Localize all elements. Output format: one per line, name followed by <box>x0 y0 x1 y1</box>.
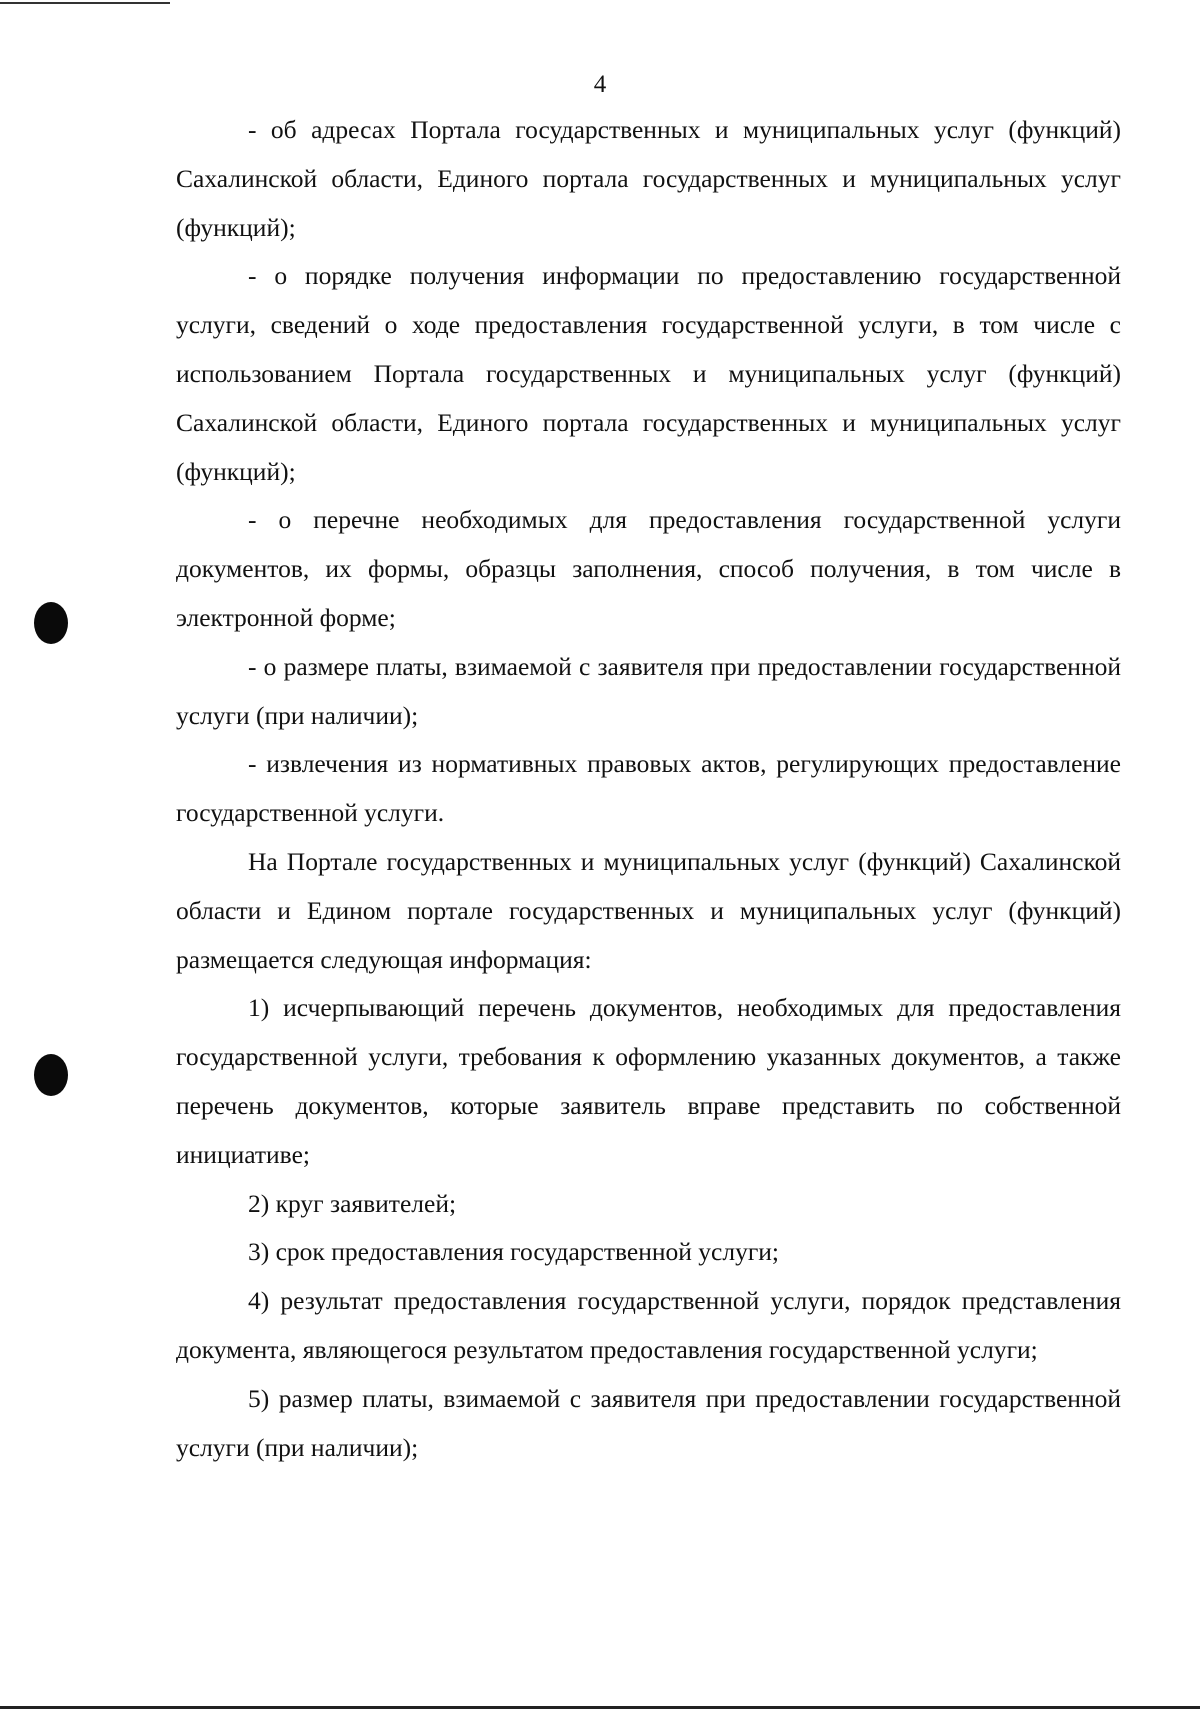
document-body <box>176 106 1121 1472</box>
list-item-1: 1) исчерпывающий перечень документов, необходимых для предоставления государственной услуги, требования к оформлению указанных документов, а также перечень документов, которые заявитель вправе представить по собственной инициативе; <box>176 993 1121 1169</box>
list-item-5: 5) размер платы, взимаемой с заявителя при предоставлении государственной услуги (при наличии); <box>176 1383 1121 1462</box>
page-number: 4 <box>593 71 607 98</box>
list-item-4: 4) результат предоставления государственной услуги, порядок представления документа, являющегося результатом предоставления государственной услуги; <box>176 1286 1121 1364</box>
list-item-2: 2) круг заявителей; <box>248 1188 457 1218</box>
paragraph-legal-extracts: - извлечения из нормативных правовых актов, регулирующих предоставление государственной услуги. <box>176 749 1121 828</box>
paragraph-required-documents: - о перечне необходимых для предоставления государственной услуги документов, их формы, образцы заполнения, способ получения, в том числе в электронной форме; <box>176 505 1121 632</box>
binder-hole-mark <box>34 1054 68 1096</box>
paragraph-portal-addresses: - об адресах Портала государственных и муниципальных услуг (функций) Сахалинской области, Единого портала государственных и муниципальных услуг (функций); <box>176 115 1121 242</box>
paragraph-information-procedure: - о порядке получения информации по предоставлению государственной услуги, сведений о ходе предоставления государственной услуги, в том числе с использованием Портала государственных и муниципальных услуг (функций) Сахалинской области, Единого портала государственных и муниципальных услуг (функций); <box>176 261 1121 486</box>
paragraph-portal-info-intro: На Портале государственных и муниципальных услуг (функций) Сахалинской области и Едином портале государственных и муниципальных услуг (функций) размещается следующая информация: <box>176 846 1121 974</box>
scan-top-edge-line <box>0 2 170 4</box>
binder-hole-mark <box>34 602 68 644</box>
list-item-3: 3) срок предоставления государственной услуги; <box>248 1237 780 1267</box>
paragraph-fee-amount: - о размере платы, взимаемой с заявителя при предоставлении государственной услуги (при наличии); <box>176 651 1121 730</box>
scan-bottom-edge-line <box>0 1706 1200 1709</box>
